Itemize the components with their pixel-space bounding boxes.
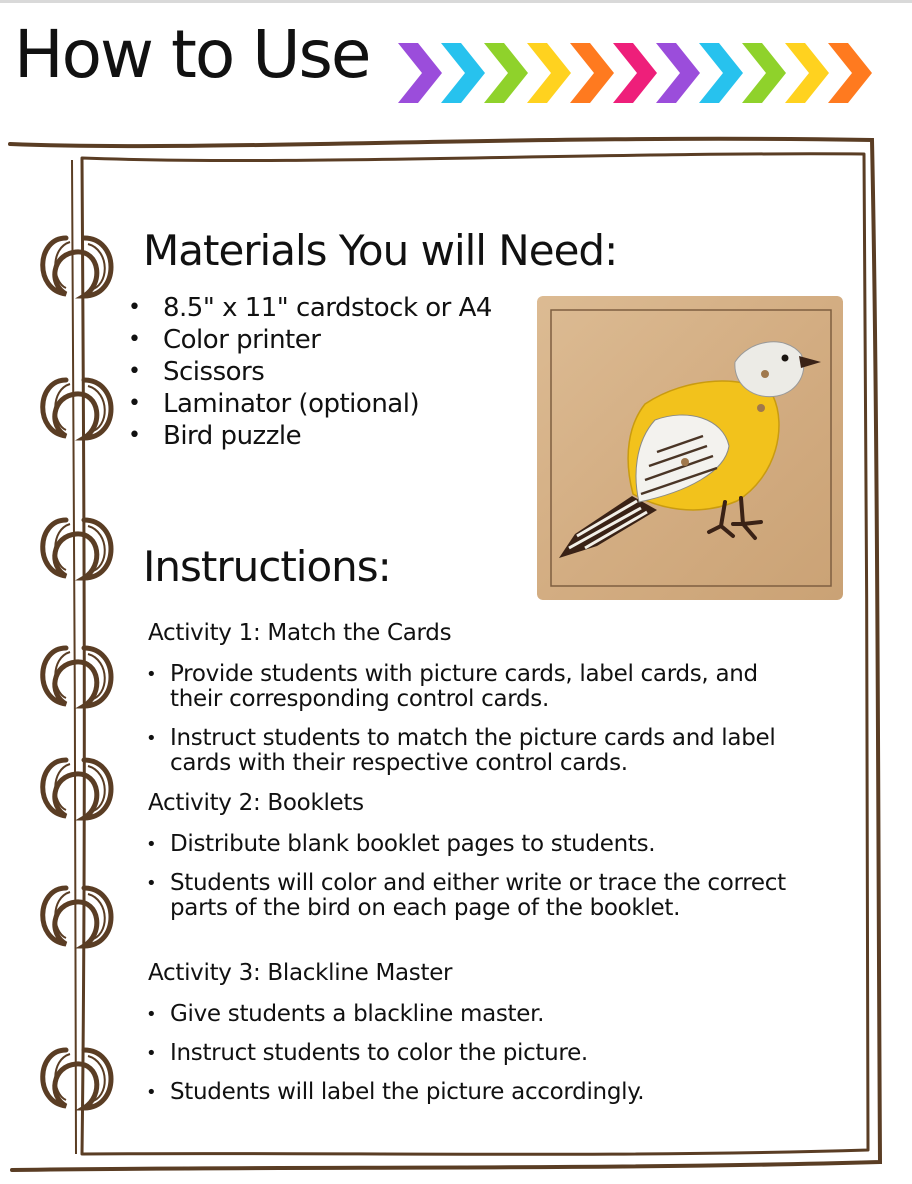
spiral-ring (43, 520, 111, 578)
activity-1-steps (146, 662, 796, 790)
material-item: • 8.5" x 11" cardstock or A4 (128, 292, 492, 324)
materials-list (128, 292, 492, 452)
activity-1-title: Activity 1: Match the Cards (148, 620, 452, 646)
activity-3-title: Activity 3: Blackline Master (148, 960, 453, 986)
instruction-step: • Instruct students to match the picture cards and label cards with their respective control cards. (146, 726, 796, 776)
chevron-arrow (828, 43, 872, 103)
material-item: • Color printer (128, 324, 492, 356)
chevron-arrow (742, 43, 786, 103)
activity-3-steps (146, 1002, 796, 1119)
activity-2-steps (146, 832, 796, 935)
instruction-step: • Distribute blank booklet pages to students. (146, 832, 796, 857)
spiral-ring (43, 888, 111, 946)
chevron-arrow (785, 43, 829, 103)
instruction-step: • Students will label the picture accordingly. (146, 1080, 796, 1105)
spiral-ring (43, 380, 111, 438)
material-item: • Bird puzzle (128, 420, 492, 452)
materials-heading: Materials You will Need: (143, 226, 618, 275)
chevron-arrow (613, 43, 657, 103)
instructions-heading: Instructions: (143, 542, 391, 591)
material-item: • Laminator (optional) (128, 388, 492, 420)
bird-eye (782, 355, 789, 362)
instruction-step: • Students will color and either write or trace the correct parts of the bird on each page of the booklet. (146, 871, 796, 921)
chevron-arrow (699, 43, 743, 103)
chevron-arrow (527, 43, 571, 103)
material-item: • Scissors (128, 356, 492, 388)
puzzle-knob (761, 370, 769, 378)
chevron-arrow (398, 43, 442, 103)
spiral-rings (0, 0, 140, 1184)
instruction-step: • Give students a blackline master. (146, 1002, 796, 1027)
chevron-arrow (484, 43, 528, 103)
spiral-ring (43, 760, 111, 818)
instruction-step: • Instruct students to color the picture. (146, 1041, 796, 1066)
puzzle-knob (757, 404, 765, 412)
chevron-arrow (570, 43, 614, 103)
rainbow-chevron-arrows (398, 40, 888, 106)
chevron-arrow (441, 43, 485, 103)
instruction-step: • Provide students with picture cards, label cards, and their corresponding control cards. (146, 662, 796, 712)
spiral-ring (43, 1050, 111, 1108)
chevron-arrow (656, 43, 700, 103)
activity-2-title: Activity 2: Booklets (148, 790, 364, 816)
puzzle-knob (681, 458, 689, 466)
page-title: How to Use (14, 16, 370, 93)
wooden-bird-puzzle-photo (537, 296, 843, 600)
spiral-ring (43, 648, 111, 706)
spiral-ring (43, 238, 111, 296)
